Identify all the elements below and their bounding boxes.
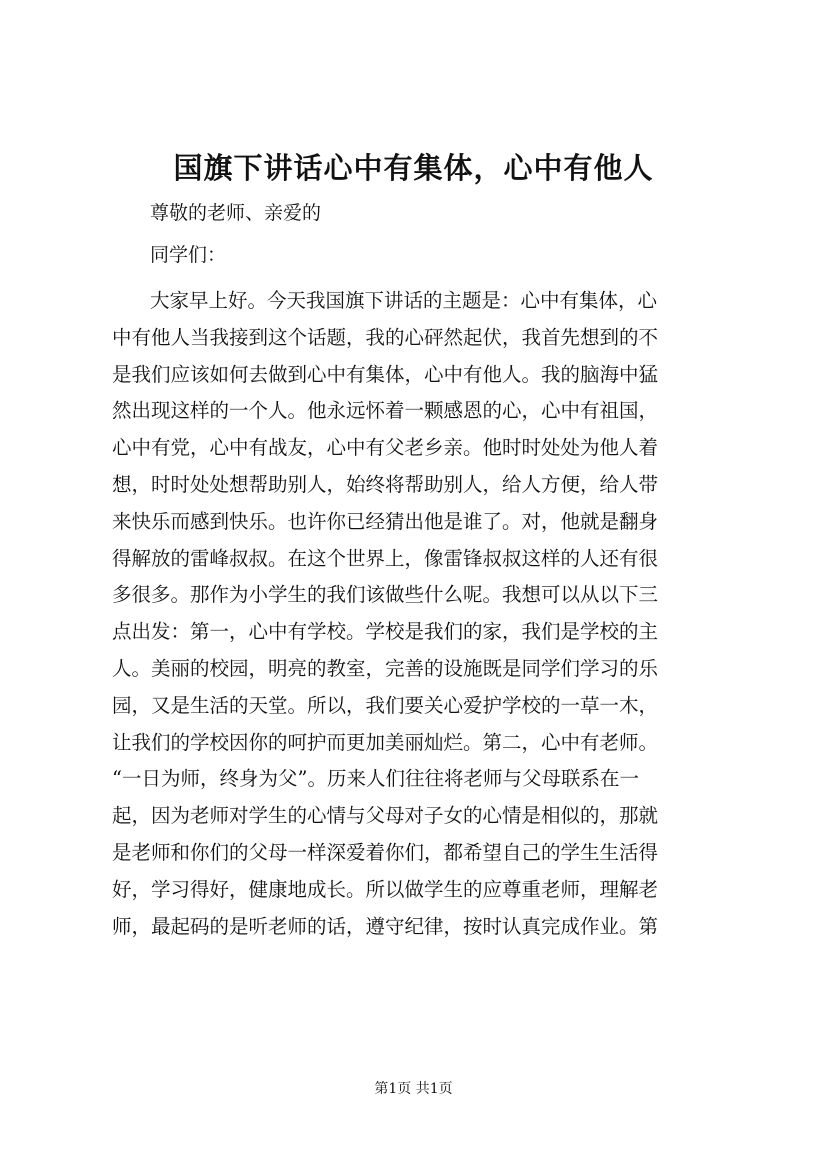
body-line: 想，时时处处想帮助别人，始终将帮助别人，给人方便，给人带 (112, 472, 659, 496)
body-line: “一日为师，终身为父”。历来人们往往将老师与父母联系在一 (112, 767, 639, 791)
body-line: 是我们应该如何去做到心中有集体，心中有他人。我的脑海中猛 (112, 362, 659, 386)
body-line: 大家早上好。今天我国旗下讲话的主题是：心中有集体，心 (150, 289, 658, 312)
document-title: 国旗下讲话心中有集体，心中有他人 (173, 151, 654, 185)
body-line: 来快乐而感到快乐。也许你已经猜出他是谁了。对，他就是翻身 (112, 509, 659, 533)
body-line: 得解放的雷峰叔叔。在这个世界上，像雷锋叔叔这样的人还有很 (112, 546, 659, 570)
body-line: 好，学习得好，健康地成长。所以做学生的应尊重老师，理解老 (112, 877, 659, 901)
body-line: 是老师和你们的父母一样深爱着你们，都希望自己的学生生活得 (112, 840, 659, 864)
body-line: 师，最起码的是听老师的话，遵守纪律，按时认真完成作业。第 (112, 914, 659, 938)
body-line: 中有他人当我接到这个话题，我的心砰然起伏，我首先想到的不 (112, 325, 659, 349)
salutation-line-1: 尊敬的老师、亲爱的 (150, 202, 322, 224)
body-line: 点出发：第一，心中有学校。学校是我们的家，我们是学校的主 (112, 620, 659, 644)
body-line: 多很多。那作为小学生的我们该做些什么呢。我想可以从以下三 (112, 583, 659, 607)
salutation-line-2: 同学们： (150, 244, 227, 266)
body-paragraph (112, 283, 734, 945)
page-number: 第1页 共1页 (374, 1081, 453, 1097)
body-line: 园，又是生活的天堂。所以，我们要关心爱护学校的一草一木， (112, 693, 659, 717)
body-line: 人。美丽的校园，明亮的教室，完善的设施既是同学们学习的乐 (112, 656, 659, 680)
body-line: 让我们的学校因你的呵护而更加美丽灿烂。第二，心中有老师。 (112, 730, 659, 754)
body-line: 心中有党，心中有战友，心中有父老乡亲。他时时处处为他人着 (112, 436, 659, 460)
body-line: 然出现这样的一个人。他永远怀着一颗感恩的心，心中有祖国， (112, 399, 659, 423)
body-line: 起，因为老师对学生的心情与父母对子女的心情是相似的，那就 (112, 804, 659, 828)
